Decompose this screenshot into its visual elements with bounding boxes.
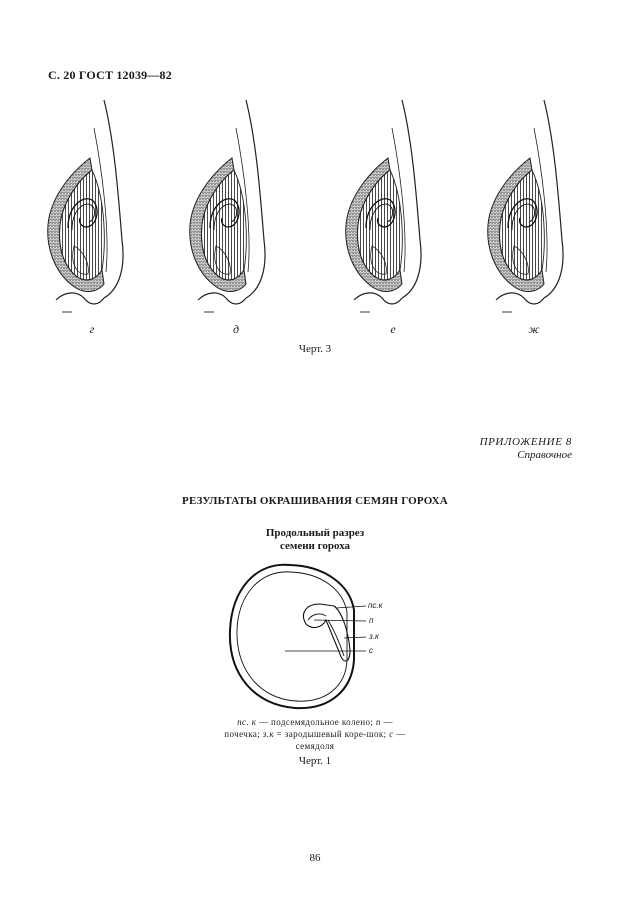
figure-1-caption: Черт. 1	[298, 755, 332, 767]
seed-outline	[230, 565, 354, 708]
callout-s: с	[369, 646, 373, 655]
legend-def-zk: = зародышевый коре-шок;	[273, 729, 390, 739]
appendix-title: ПРИЛОЖЕНИЕ 8	[479, 436, 572, 448]
page-header: С. 20 ГОСТ 12039—82	[48, 68, 172, 82]
legend-abbr-s: с	[389, 729, 394, 739]
figure-3-caption: Черт. 3	[298, 343, 332, 355]
section-title: РЕЗУЛЬТАТЫ ОКРАШИВАНИЯ СЕМЯН ГОРОХА	[182, 495, 448, 507]
figure-1-title-line1: Продольный разрез	[265, 527, 365, 539]
panel-letter-e: е	[390, 322, 396, 336]
panel-letter-g: г	[89, 322, 95, 336]
legend-abbr-p: п	[375, 717, 381, 727]
embryo-radicle	[328, 620, 344, 656]
legend-abbr-zk: з.к	[262, 729, 274, 739]
page-number: 86	[309, 852, 321, 864]
callout-line-p	[314, 620, 366, 621]
appendix-subtitle: Справочное	[517, 449, 572, 461]
legend-abbr-psk: пс. к	[237, 717, 257, 727]
legend-def-psk: — подсемядольное колено;	[256, 717, 376, 727]
callout-zk: з.к	[369, 632, 379, 641]
legend-def-p: — почечка;	[224, 717, 393, 739]
legend-def-s: — семядоля	[295, 729, 406, 751]
figure-1-legend	[222, 716, 408, 752]
figure-1-title-line2: семени гороха	[279, 540, 351, 552]
panel-letter-d: д	[232, 322, 240, 336]
panel-letter-zh: ж	[528, 322, 540, 336]
seed-coat-inner	[237, 572, 347, 701]
callout-line-psk	[336, 606, 366, 608]
callout-p: п	[369, 616, 374, 625]
embryo-plumule	[308, 614, 326, 620]
callout-psk: пс.к	[368, 601, 383, 610]
